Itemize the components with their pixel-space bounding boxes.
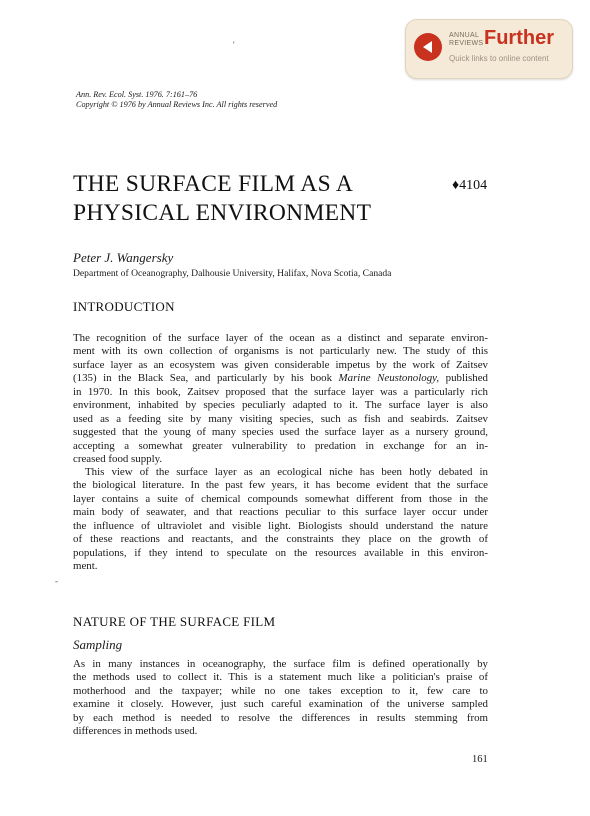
paragraph-introduction-1 [73, 332, 488, 467]
article-title [73, 170, 473, 228]
text-line: motherhood and the taxpayer; while no one takes exception to it, few care to [73, 684, 488, 697]
book-title: Marine Neustonology, [338, 372, 440, 385]
text-line: the biological literature. In the past few years, it has become evident that the surface [73, 479, 488, 492]
annual-reviews-logo-icon [414, 33, 442, 61]
further-banner[interactable] [405, 19, 573, 79]
citation [76, 90, 277, 110]
text-line: populations, if they intend to speculate on the resources available in this environ- [73, 546, 488, 559]
text-line: accepting a somewhat greater vulnerability to predation in exchange for an in- [73, 439, 488, 452]
text-line: the methods used to collect it. This is a statement much like a politician's praise of [73, 671, 488, 684]
banner-annual-label: ANNUAL [449, 32, 480, 39]
text-line: The recognition of the surface layer of the ocean as a distinct and separate environ- [73, 332, 488, 344]
arrow-left-icon [423, 41, 432, 53]
article-code: ♦4104 [452, 178, 488, 193]
text-line: examine it closely. However, just such careful examination of the universe sampled [73, 698, 488, 711]
paragraph-sampling [73, 658, 488, 739]
text-segment: (135) in the Black Sea, and particularly by his book [73, 372, 333, 385]
subheading-sampling: Sampling [73, 637, 123, 652]
banner-reviews-label: REVIEWS [449, 40, 484, 47]
text-line: creased food supply. [73, 453, 163, 466]
margin-mark: - [55, 576, 58, 586]
text-line: the influence of ultraviolet and visible light. Biologists should understand the nature [73, 519, 488, 532]
title-line-2: PHYSICAL ENVIRONMENT [73, 200, 372, 226]
text-line: used as a feeding site by many visiting species, such as fish and seabirds. Zaitsev [73, 412, 488, 425]
text-line: suggested that the young of many species used the surface layer as a nursery ground, [73, 426, 488, 439]
text-line-with-book [73, 372, 488, 385]
banner-subtitle: Quick links to online content [449, 54, 549, 63]
author-name: Peter J. Wangersky [73, 250, 174, 265]
text-line: This view of the surface layer as an ecological niche has been hotly debated in [85, 466, 488, 478]
stray-mark: ' [233, 40, 235, 50]
citation-line-journal: Ann. Rev. Ecol. Syst. 1976. 7:161–76 [76, 90, 198, 99]
text-line: differences in methods used. [73, 725, 198, 738]
text-line: ment. [73, 560, 98, 573]
text-line: layer contains a suite of chemical compounds somewhat different from those in the [73, 492, 488, 505]
author-affiliation: Department of Oceanography, Dalhousie University, Halifax, Nova Scotia, Canada [73, 268, 392, 279]
text-line: As in many instances in oceanography, the surface film is defined operationally by [73, 658, 488, 670]
text-segment: published [439, 372, 488, 385]
heading-nature-of-surface-film: NATURE OF THE SURFACE FILM [73, 614, 276, 629]
text-line: surface layer as an ecosystem was given considerable impetus by the work of Zaitsev [73, 358, 488, 371]
page-number: 161 [472, 754, 488, 765]
text-line: by each method is needed to resolve the differences in results stemming from [73, 711, 488, 724]
text-line: ment with its own collection of organisms is not particularly new. The study of this [73, 345, 488, 358]
heading-introduction: INTRODUCTION [73, 299, 175, 314]
citation-line-copyright: Copyright © 1976 by Annual Reviews Inc. All rights reserved [76, 100, 278, 109]
text-line: main body of seawater, and that reactions peculiar to this surface layer occur under [73, 506, 488, 519]
text-line: environment, inhabited by species peculiarly adapted to it. The surface layer is also [73, 399, 488, 412]
banner-further-label: Further [484, 27, 554, 49]
paragraph-introduction-2 [73, 466, 488, 574]
text-line: of these reactions and reactants, and the constraints they place on the growth of [73, 533, 488, 546]
text-line: in 1970. In this book, Zaitsev proposed that the surface layer was a particularly rich [73, 385, 488, 398]
title-line-1: THE SURFACE FILM AS A [73, 171, 354, 197]
